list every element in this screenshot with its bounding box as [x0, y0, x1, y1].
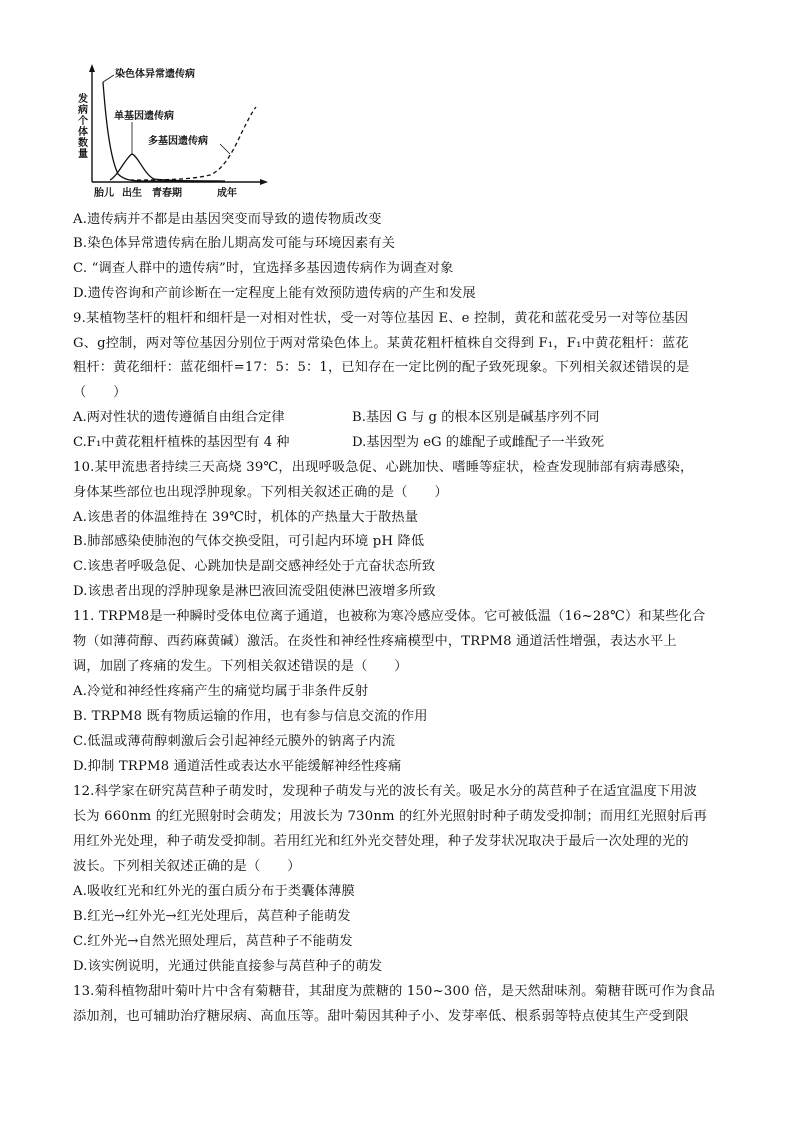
x-tick-label: 胎儿 — [94, 188, 114, 199]
q12-option-c: C.红外光→自然光照处理后，莴苣种子不能萌发 — [73, 934, 353, 949]
series-label-single-gene: 单基因遗传病 — [114, 111, 174, 122]
q9-option-a: A.两对性状的遗传遵循自由组合定律 — [73, 410, 285, 425]
q9-answer-blank: （ ） — [73, 385, 127, 400]
q11-stem-line-3: 调，加剧了疼痛的发生。下列相关叙述错误的是（ ） — [73, 659, 408, 674]
y-axis-label-char: 个 — [78, 116, 88, 127]
q10-option-d: D.该患者出现的浮肿现象是淋巴液回流受阻使淋巴液增多所致 — [73, 584, 436, 599]
q11-option-c: C.低温或薄荷醇刺激后会引起神经元膜外的钠离子内流 — [73, 734, 396, 749]
q12-stem-line-4: 波长。下列相关叙述正确的是（ ） — [73, 859, 301, 874]
q8-option-c: C. “调查人群中的遗传病”时，宜选择多基因遗传病作为调查对象 — [73, 261, 454, 276]
x-tick-label: 出生 — [122, 188, 142, 199]
series-chromosome-abnormality-line — [103, 82, 220, 181]
q10-option-a: A.该患者的体温维持在 39℃时，机体的产热量大于散热量 — [73, 510, 419, 525]
svg-text:发病个体数量 — [77, 92, 88, 160]
q9-stem-line-1: 9.某植物茎杆的粗杆和细杆是一对相对性状，受一对等位基因 E、e 控制，黄花和蓝花受另一对等位基因 — [73, 311, 689, 326]
y-axis-label — [77, 92, 88, 160]
q8-option-d: D.遗传咨询和产前诊断在一定程度上能有效预防遗传病的产生和发展 — [73, 286, 476, 301]
x-tick-label: 成年 — [217, 188, 237, 199]
y-axis-label-char: 体 — [78, 127, 88, 138]
q10-option-b: B.肺部感染使肺泡的气体交换受阻，可引起内环境 pH 降低 — [73, 534, 425, 549]
q11-option-a: A.冷觉和神经性疼痛产生的痛觉均属于非条件反射 — [73, 684, 369, 699]
y-axis-label-char: 发 — [78, 94, 88, 105]
q13-stem-line-2: 添加剂，也可辅助治疗糖尿病、高血压等。甜叶菊因其种子小、发芽率低、根系弱等特点使其生产受到限 — [73, 1009, 689, 1024]
q10-stem-line-2: 身体某些部位也出现浮肿现象。下列相关叙述正确的是（ ） — [73, 485, 448, 500]
q11-option-b: B. TRPM8 既有物质运输的作用，也有参与信息交流的作用 — [73, 709, 428, 724]
y-axis-arrow — [89, 64, 95, 72]
q12-stem-line-2: 长为 660nm 的红光照射时会萌发；用波长为 730nm 的红外光照射时种子萌发受抑制；而用红光照射后再 — [73, 809, 708, 824]
q10-stem-line-1: 10.某甲流患者持续三天高烧 39℃，出现呼吸急促、心跳加快、嗜睡等症状，检查发现肺部有病毒感染， — [73, 460, 694, 475]
leader-multi-gene — [220, 144, 230, 154]
q9-option-d: D.基因型为 eG 的雄配子或雌配子一半致死 — [352, 435, 605, 450]
q9-stem-line-3: 粗杆：黄花细杆：蓝花细杆=17：5：5：1，已知存在一定比例的配子致死现象。下列相关叙述错误的是 — [73, 360, 690, 375]
q9-option-b: B.基因 G 与 g 的根本区别是碱基序列不同 — [352, 410, 600, 425]
q12-option-b: B.红光→红外光→红光处理后，莴苣种子能萌发 — [73, 909, 351, 924]
y-axis-label-char: 量 — [78, 149, 88, 160]
q11-stem-line-1: 11. TRPM8是一种瞬时受体电位离子通道，也被称为寒冷感应受体。它可被低温（16~28℃）和某些化合 — [73, 609, 706, 624]
q9-option-c: C.F₁中黄花粗杆植株的基因型有 4 种 — [73, 435, 290, 450]
q8-option-b: B.染色体异常遗传病在胎儿期高发可能与环境因素有关 — [73, 236, 396, 251]
q13-stem-line-1: 13.菊科植物甜叶菊叶片中含有菊糖苷，其甜度为蔗糖的 150~300 倍，是天然甜味剂。菊糖苷既可作为食品 — [73, 984, 716, 999]
x-tick-label: 青春期 — [152, 188, 182, 199]
series-single-gene-line — [110, 154, 225, 181]
q12-stem-line-1: 12.科学家在研究莴苣种子萌发时，发现种子萌发与光的波长有关。吸足水分的莴苣种子在适宜温度下用波 — [73, 784, 698, 799]
series-label-multi-gene: 多基因遗传病 — [148, 136, 208, 147]
x-axis-arrow — [260, 179, 268, 185]
q9-stem-line-2: G、g控制，两对等位基因分别位于两对常染色体上。某黄花粗杆植株自交得到 F₁，F₁中黄花粗杆：蓝花 — [73, 336, 689, 351]
series-label-chromosome: 染色体异常遗传病 — [115, 69, 195, 80]
q11-option-d: D.抑制 TRPM8 通道活性或表达水平能缓解神经性疼痛 — [73, 759, 402, 774]
y-axis-label-char: 数 — [78, 138, 88, 149]
q11-stem-line-2: 物（如薄荷醇、西药麻黄碱）激活。在炎性和神经性疼痛模型中，TRPM8 通道活性增强，表达水平上 — [73, 634, 677, 649]
y-axis-label-char: 病 — [78, 105, 88, 116]
disease-incidence-chart — [70, 62, 270, 202]
q12-option-a: A.吸收红光和红外光的蛋白质分布于类囊体薄膜 — [73, 884, 355, 899]
q10-option-c: C.该患者呼吸急促、心跳加快是副交感神经处于亢奋状态所致 — [73, 559, 436, 574]
leader-chromosome — [103, 75, 114, 82]
q12-stem-line-3: 用红外光处理，种子萌发受抑制。若用红光和红外光交替处理，种子发芽状况取决于最后一次处理的光的 — [73, 834, 689, 849]
q8-option-a: A.遗传病并不都是由基因突变而导致的遗传物质改变 — [73, 212, 382, 227]
q12-option-d: D.该实例说明，光通过供能直接参与莴苣种子的萌发 — [73, 959, 383, 974]
